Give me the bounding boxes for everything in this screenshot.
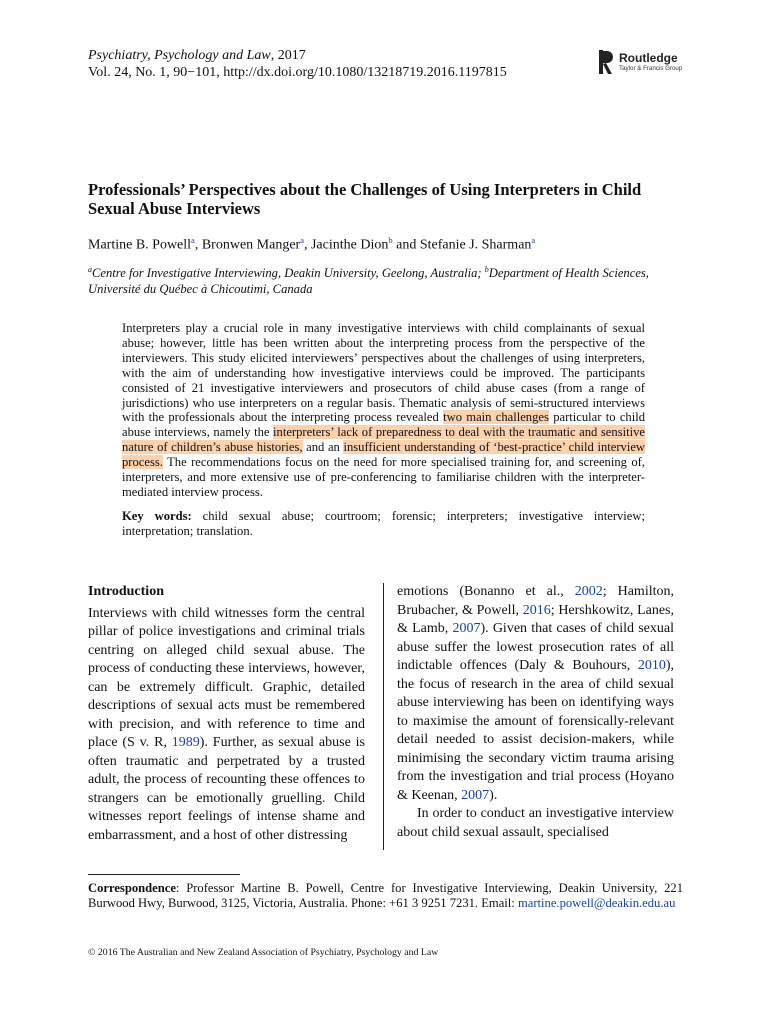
correspondence-label: Correspondence [88, 881, 176, 895]
highlight: interpreters’ lack of preparedness to deal with the traumatic and sensitive nature of children’s abuse histories, [122, 425, 645, 455]
author-affil-marker[interactable]: a [300, 235, 304, 245]
routledge-r-icon [599, 50, 613, 74]
body-paragraph: Interviews with child witnesses form the central pillar of police investigations and criminal trials centring on alleged child sexual abuse. The process of conducting these interviews, however, can be extremely difficult. Graphic, detailed descriptions of sexual acts must be remembered with precision, and with reference to time and place (S v. R, 1989). Further, as sexual abuse is often traumatic and perpetrated by a trusted adult, the process of recounting these offences to strangers can be emotionally gruelling. Child witnesses report feelings of intense shame and embarrassment, and a host of other distressing [88, 605, 365, 843]
affiliation-text: Centre for Investigative Interviewing, Deakin University, Geelong, Australia; [92, 266, 485, 281]
author-name: Bronwen Manger [201, 237, 301, 253]
keywords-label: Key words: [122, 508, 192, 523]
section-heading: Introduction [88, 584, 164, 599]
journal-name: Psychiatry, Psychology and Law [88, 48, 271, 63]
publisher-logo [599, 50, 689, 78]
affiliation-text: Department of Health Sciences, Université du Québec à Chicoutimi, Canada [88, 266, 649, 297]
abstract [122, 321, 645, 539]
citation-link[interactable]: 1989 [171, 735, 200, 750]
copyright-notice: © 2016 The Australian and New Zealand Association of Psychiatry, Psychology and Law [88, 947, 439, 958]
citation-link[interactable]: 2016 [522, 602, 551, 618]
keywords-list: child sexual abuse; courtroom; forensic; interpreters; investigative interview; interpretation; translation. [122, 508, 645, 538]
abstract-paragraph: Interpreters play a crucial role in many investigative interviews with child complainants of sexual abuse; however, little has been written about the interpreting process from the perspective of the interviewers. This study elicited interviewers’ perspectives about the challenges of using interpreters, with the aim of understanding how investigative interviews could be improved. The participants consisted of 21 investigative interviewers and prosecutors of child abuse cases (from a range of jurisdictions) who use interpreters on a regular basis. Thematic analysis of semi-structured interviews with the professionals about the interpreting process revealed two main challenges particular to child abuse interviews, namely the interpreters’ lack of preparedness to deal with the traumatic and sensitive nature of children’s abuse histories, and an insufficient understanding of ‘best-practice’ child interview process. The recommendations focus on the need for more specialised training for, and screening of, interpreters, and more extensive use of pre-conferencing to familiarise children with the interpreter-mediated interview process. [122, 321, 646, 499]
author-name: Stefanie J. Sharman [419, 237, 532, 253]
author-list: Martine B. Powell$^a$, Bronwen Manger$^a$, Jacinthe Dion$^b$ and Stefanie J. Sharman$^a$ [88, 235, 536, 253]
body-column-right [397, 583, 674, 842]
body-paragraph: emotions (Bonanno et al., 2002; Hamilton, Brubacher, & Powell, 2016; Hershkowitz, Lanes, & Lamb, 2007). Given that cases of child sexual abuse suffer the lowest prosecution rates of all indictable offences (Daly & Bouhours, 2010), the focus of research in the area of child sexual abuse interviewing has been on identifying ways to maximise the amount of forensically-relevant detail needed to assist decision-makers, while minimising the secondary victim trauma arising from the investigation and trial process (Hoyano & Keenan, 2007). [397, 584, 675, 803]
author-affil-marker[interactable]: a [531, 235, 536, 245]
publisher-subbrand: Taylor & Francis Group [619, 65, 683, 72]
keywords [122, 509, 645, 539]
journal-year: , 2017 [270, 48, 306, 63]
article-title: Professionals’ Perspectives about the Challenges of Using Interpreters in Child Sexual Abuse Interviews [88, 180, 642, 218]
author-name: Martine B. Powell [88, 237, 192, 253]
email-link[interactable]: martine.powell@deakin.edu.au [517, 896, 676, 910]
footnote-rule [88, 874, 240, 875]
affiliations: $^a$Centre for Investigative Interviewing, Deakin University, Geelong, Australia; $^b$Department of Health Sciences, Université du Québec à Chicoutimi, Canada [88, 265, 649, 297]
citation-link[interactable]: 2007 [452, 621, 481, 636]
journal-citation: Vol. 24, No. 1, 90−101, http://dx.doi.org/10.1080/13218719.2016.1197815 [88, 65, 507, 80]
author-affil-marker[interactable]: b [388, 235, 393, 245]
journal-header [88, 47, 507, 81]
correspondence-note: Correspondence: Professor Martine B. Powell, Centre for Investigative Interviewing, Deakin University, 221 Burwood Hwy, Burwood, 3125, Victoria, Australia. Phone: +61 3 9251 7231. Email: martine.powell@deakin.edu.au [88, 881, 683, 910]
citation-link[interactable]: 2010 [637, 658, 666, 673]
author-affil-marker[interactable]: a [191, 235, 195, 245]
publisher-brand: Routledge [619, 51, 678, 65]
citation-link[interactable]: 2007 [461, 787, 490, 803]
column-divider [383, 583, 384, 850]
highlight: insufficient understanding of ‘best-practice’ child interview process. [122, 440, 646, 470]
body-paragraph: In order to conduct an investigative interview about child sexual assault, specialised [397, 806, 674, 840]
author-name: Jacinthe Dion [310, 237, 389, 253]
citation-link[interactable]: 2002 [574, 584, 603, 599]
highlight: two main challenges [443, 410, 549, 425]
body-column-left [88, 583, 365, 845]
journal-title-line [88, 47, 507, 64]
